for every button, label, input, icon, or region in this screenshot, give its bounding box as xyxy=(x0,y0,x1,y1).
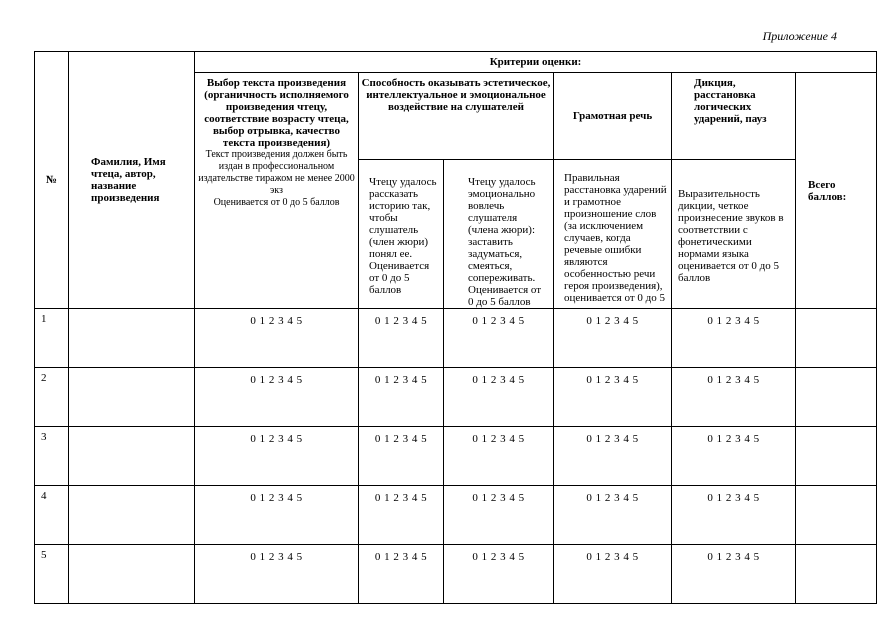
criterion2-sub-b: Чтецу удалось эмоционально вовлечь слушателя (члена жюри): заставить задуматься, смеяться, сопереживать. Оценивается от 0 до 5 баллов xyxy=(444,160,554,309)
criterion2-title: Способность оказывать эстетическое, интеллектуальное и эмоциональное воздействие на слушателей xyxy=(359,73,554,160)
table-row xyxy=(35,427,877,486)
score-options-criterion-1[interactable]: 0 1 2 3 4 5 xyxy=(195,368,359,427)
criteria-title: Критерии оценки: xyxy=(195,52,877,73)
score-options-criterion-4[interactable]: 0 1 2 3 4 5 xyxy=(554,309,672,368)
participant-cell[interactable] xyxy=(69,427,195,486)
score-options-criterion-1[interactable]: 0 1 2 3 4 5 xyxy=(195,309,359,368)
total-cell[interactable] xyxy=(796,427,877,486)
score-options-criterion-5[interactable]: 0 1 2 3 4 5 xyxy=(672,427,796,486)
total-cell[interactable] xyxy=(796,486,877,545)
score-options-criterion-4[interactable]: 0 1 2 3 4 5 xyxy=(554,427,672,486)
participant-cell[interactable] xyxy=(69,486,195,545)
score-options-criterion-3[interactable]: 0 1 2 3 4 5 xyxy=(444,486,554,545)
criterion1-title: Выбор текста произведения (органичность исполняемого произведения чтецу, соответствие возрасту чтеца, выбор отрывка, качество текста произведения) xyxy=(204,77,349,149)
score-options-criterion-5[interactable]: 0 1 2 3 4 5 xyxy=(672,309,796,368)
score-options-criterion-2[interactable]: 0 1 2 3 4 5 xyxy=(359,309,444,368)
criterion3-title: Грамотная речь xyxy=(554,73,672,160)
row-number: 1 xyxy=(35,309,69,368)
table-row xyxy=(35,368,877,427)
row-number: 2 xyxy=(35,368,69,427)
row-number: 4 xyxy=(35,486,69,545)
row-number: 3 xyxy=(35,427,69,486)
score-options-criterion-1[interactable]: 0 1 2 3 4 5 xyxy=(195,545,359,604)
score-options-criterion-4[interactable]: 0 1 2 3 4 5 xyxy=(554,545,672,604)
criterion2-sub-a: Чтецу удалось рассказать историю так, чтобы слушатель (член жюри) понял ее. Оценивается от 0 до 5 баллов xyxy=(359,160,444,309)
participant-cell[interactable] xyxy=(69,545,195,604)
total-cell[interactable] xyxy=(796,368,877,427)
criterion4-title: Дикция, расстановка логических ударений, пауз xyxy=(672,73,796,160)
row-number: 5 xyxy=(35,545,69,604)
criterion3-desc: Правильная расстановка ударений и грамотное произношение слов (за исключением случаев, когда речевые ошибки являются особенностью речи героя произведения), оценивается от 0 до 5 xyxy=(554,160,672,309)
total-cell[interactable] xyxy=(796,309,877,368)
score-options-criterion-3[interactable]: 0 1 2 3 4 5 xyxy=(444,545,554,604)
score-options-criterion-1[interactable]: 0 1 2 3 4 5 xyxy=(195,486,359,545)
score-options-criterion-4[interactable]: 0 1 2 3 4 5 xyxy=(554,368,672,427)
score-options-criterion-2[interactable]: 0 1 2 3 4 5 xyxy=(359,427,444,486)
criterion1-note: Текст произведения должен быть издан в профессиональном издательстве тиражом не менее 2000 экз xyxy=(198,149,355,196)
score-options-criterion-3[interactable]: 0 1 2 3 4 5 xyxy=(444,427,554,486)
table-row xyxy=(35,486,877,545)
score-options-criterion-3[interactable]: 0 1 2 3 4 5 xyxy=(444,368,554,427)
criterion1-scale: Оценивается от 0 до 5 баллов xyxy=(213,197,340,208)
appendix-label: Приложение 4 xyxy=(762,29,837,43)
criterion4-desc: Выразительность дикции, четкое произнесение звуков в соответствии с фонетическими нормами языка оценивается от 0 до 5 баллов xyxy=(672,160,796,309)
score-options-criterion-3[interactable]: 0 1 2 3 4 5 xyxy=(444,309,554,368)
score-options-criterion-5[interactable]: 0 1 2 3 4 5 xyxy=(672,545,796,604)
participant-cell[interactable] xyxy=(69,309,195,368)
header-total: Всего баллов: xyxy=(796,73,877,309)
header-name: Фамилия, Имя чтеца, автор, название произведения xyxy=(69,52,195,309)
score-options-criterion-2[interactable]: 0 1 2 3 4 5 xyxy=(359,486,444,545)
evaluation-table xyxy=(34,51,877,604)
score-options-criterion-1[interactable]: 0 1 2 3 4 5 xyxy=(195,427,359,486)
score-options-criterion-5[interactable]: 0 1 2 3 4 5 xyxy=(672,486,796,545)
table-row xyxy=(35,309,877,368)
score-options-criterion-5[interactable]: 0 1 2 3 4 5 xyxy=(672,368,796,427)
score-options-criterion-2[interactable]: 0 1 2 3 4 5 xyxy=(359,545,444,604)
score-options-criterion-4[interactable]: 0 1 2 3 4 5 xyxy=(554,486,672,545)
score-options-criterion-2[interactable]: 0 1 2 3 4 5 xyxy=(359,368,444,427)
participant-cell[interactable] xyxy=(69,368,195,427)
table-row xyxy=(35,545,877,604)
criterion1-cell xyxy=(195,73,359,309)
total-cell[interactable] xyxy=(796,545,877,604)
header-number: № xyxy=(35,52,69,309)
